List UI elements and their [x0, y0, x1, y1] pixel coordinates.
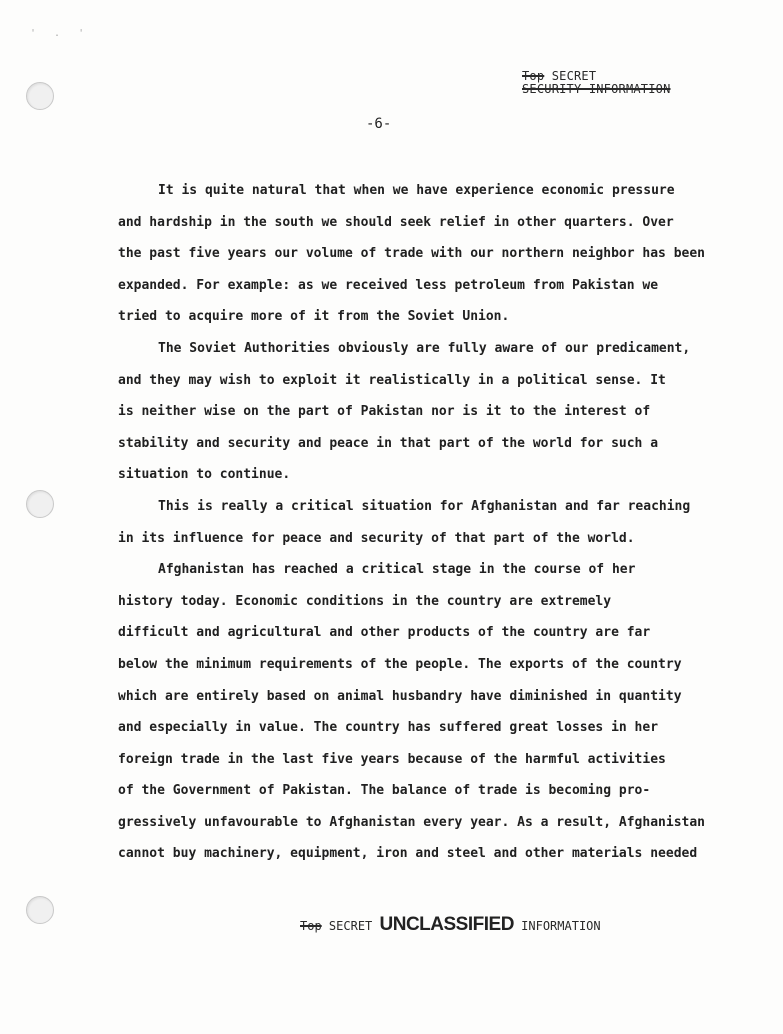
footer-secret-label: SECRET	[328, 919, 373, 933]
punch-hole-top	[26, 82, 54, 110]
paragraph-line: history today. Economic conditions in the country are extremely	[118, 593, 612, 609]
paragraph-line: of the Government of Pakistan. The balance of trade is becoming pro-	[118, 783, 651, 799]
paragraph-line: is neither wise on the part of Pakistan nor is it to the interest of	[118, 404, 651, 420]
body-text	[118, 175, 738, 870]
paragraph-line: The Soviet Authorities obviously are fully aware of our predicament,	[158, 340, 691, 356]
paragraph-line: and especially in value. The country has suffered great losses in her	[118, 720, 659, 736]
footer-information-label: INFORMATION	[521, 919, 601, 933]
paragraph-line: below the minimum requirements of the people. The exports of the country	[118, 656, 682, 672]
paragraph-line: foreign trade in the last five years because of the harmful activities	[118, 751, 666, 767]
paragraph-line: and hardship in the south we should seek relief in other quarters. Over	[118, 214, 674, 230]
paragraph-line: situation to continue.	[118, 467, 291, 483]
header-security-information: SECURITY INFORMATION	[522, 82, 671, 96]
corner-marks: ' . '	[30, 28, 91, 39]
footer-unclassified-overstamp: UNCLASSIFIED	[379, 914, 514, 935]
paragraph-1	[118, 175, 738, 333]
paragraph-line: and they may wish to exploit it realistically in a political sense. It	[118, 372, 666, 388]
header-secret-label: SECRET	[551, 69, 597, 83]
paragraph-line: expanded. For example: as we received less petroleum from Pakistan we	[118, 277, 659, 293]
paragraph-line: in its influence for peace and security of that part of the world.	[118, 530, 635, 546]
paragraph-3	[118, 491, 738, 554]
paragraph-4	[118, 554, 738, 870]
page-number: -6-	[366, 116, 392, 132]
footer-classification-stamp	[300, 914, 601, 936]
paragraph-line: It is quite natural that when we have experience economic pressure	[158, 183, 675, 198]
header-struck-marking: Top	[522, 69, 545, 83]
paragraph-line: tried to acquire more of it from the Soviet Union.	[118, 309, 510, 325]
paragraph-line: gressively unfavourable to Afghanistan every year. As a result, Afghanistan	[118, 814, 705, 830]
paragraph-line: This is really a critical situation for Afghanistan and far reaching	[158, 498, 691, 514]
paragraph-line: stability and security and peace in that part of the world for such a	[118, 435, 659, 451]
header-classification-stamp	[522, 70, 671, 96]
paragraph-line: the past five years our volume of trade with our northern neighbor has been	[118, 246, 705, 262]
paragraph-2	[118, 333, 738, 491]
footer-struck-marking: Top	[300, 919, 322, 933]
punch-hole-bottom	[26, 896, 54, 924]
paragraph-line: Afghanistan has reached a critical stage in the course of her	[158, 562, 636, 578]
paragraph-line: difficult and agricultural and other products of the country are far	[118, 625, 651, 641]
punch-hole-middle	[26, 490, 54, 518]
paragraph-line: which are entirely based on animal husbandry have diminished in quantity	[118, 688, 682, 704]
paragraph-line: cannot buy machinery, equipment, iron and steel and other materials needed	[118, 846, 698, 862]
